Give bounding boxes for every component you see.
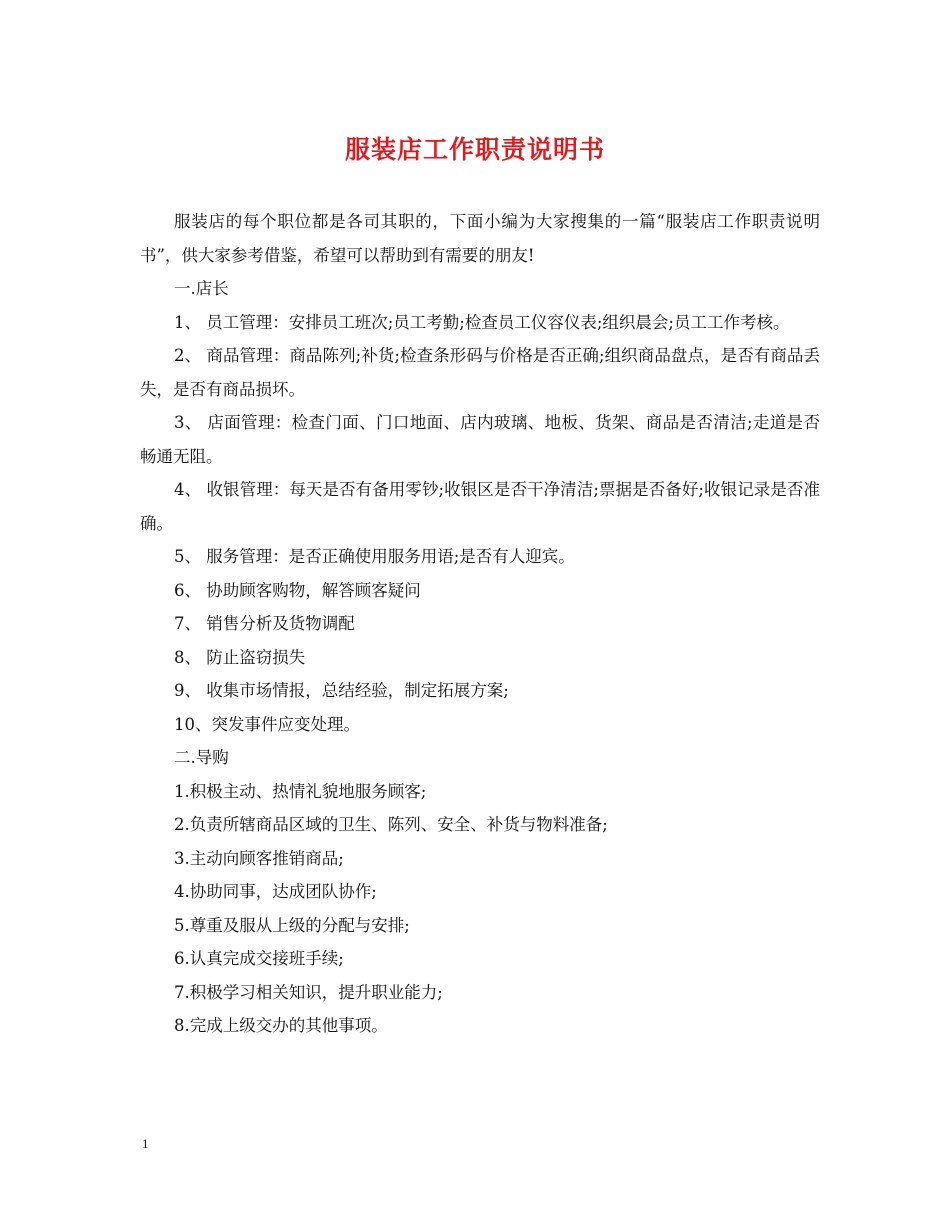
store-manager-item-4: 4、 收银管理：每天是否有备用零钞;收银区是否干净清洁;票据是否备好;收银记录是否准确。 bbox=[140, 480, 820, 533]
sales-guide-item-8: 8.完成上级交办的其他事项。 bbox=[174, 1016, 388, 1035]
sales-guide-item-4: 4.协助同事，达成团队协作; bbox=[174, 882, 377, 901]
document-title: 服装店工作职责说明书 bbox=[344, 135, 605, 164]
store-manager-item-6: 6、 协助顾客购物，解答顾客疑问 bbox=[174, 580, 421, 600]
store-manager-item-2: 2、 商品管理：商品陈列;补货;检查条形码与价格是否正确;组织商品盘点，是否有商品丢失，是否有商品损坏。 bbox=[140, 346, 820, 399]
page-number: 1 bbox=[142, 1136, 149, 1151]
store-manager-item-5: 5、 服务管理：是否正确使用服务用语;是否有人迎宾。 bbox=[174, 547, 575, 566]
sales-guide-item-5: 5.尊重及服从上级的分配与安排; bbox=[174, 915, 410, 935]
section-heading-sales-guide: 二.导购 bbox=[174, 748, 229, 767]
store-manager-item-1: 1、 员工管理：安排员工班次;员工考勤;检查员工仪容仪表;组织晨会;员工工作考核。 bbox=[174, 312, 790, 332]
store-manager-item-10: 10、突发事件应变处理。 bbox=[174, 714, 360, 734]
section-heading-store-manager: 一.店长 bbox=[174, 279, 229, 298]
document-body bbox=[140, 205, 820, 1043]
store-manager-item-7: 7、 销售分析及货物调配 bbox=[174, 614, 355, 633]
sales-guide-item-6: 6.认真完成交接班手续; bbox=[174, 949, 344, 968]
sales-guide-item-1: 1.积极主动、热情礼貌地服务顾客; bbox=[174, 781, 427, 801]
store-manager-item-9: 9、 收集市场情报，总结经验，制定拓展方案; bbox=[174, 681, 509, 700]
sales-guide-item-2: 2.负责所辖商品区域的卫生、陈列、安全、补货与物料准备; bbox=[174, 815, 608, 834]
sales-guide-item-7: 7.积极学习相关知识，提升职业能力; bbox=[174, 982, 443, 1002]
store-manager-item-3: 3、 店面管理：检查门面、门口地面、店内玻璃、地板、货架、商品是否清洁;走道是否畅通无阻。 bbox=[140, 413, 820, 466]
intro-paragraph: 服装店的每个职位都是各司其职的，下面小编为大家搜集的一篇“服装店工作职责说明书”，供大家参考借鉴，希望可以帮助到有需要的朋友! bbox=[140, 212, 820, 265]
store-manager-item-8: 8、 防止盗窃损失 bbox=[174, 647, 306, 667]
sales-guide-item-3: 3.主动向顾客推销商品; bbox=[174, 848, 344, 868]
